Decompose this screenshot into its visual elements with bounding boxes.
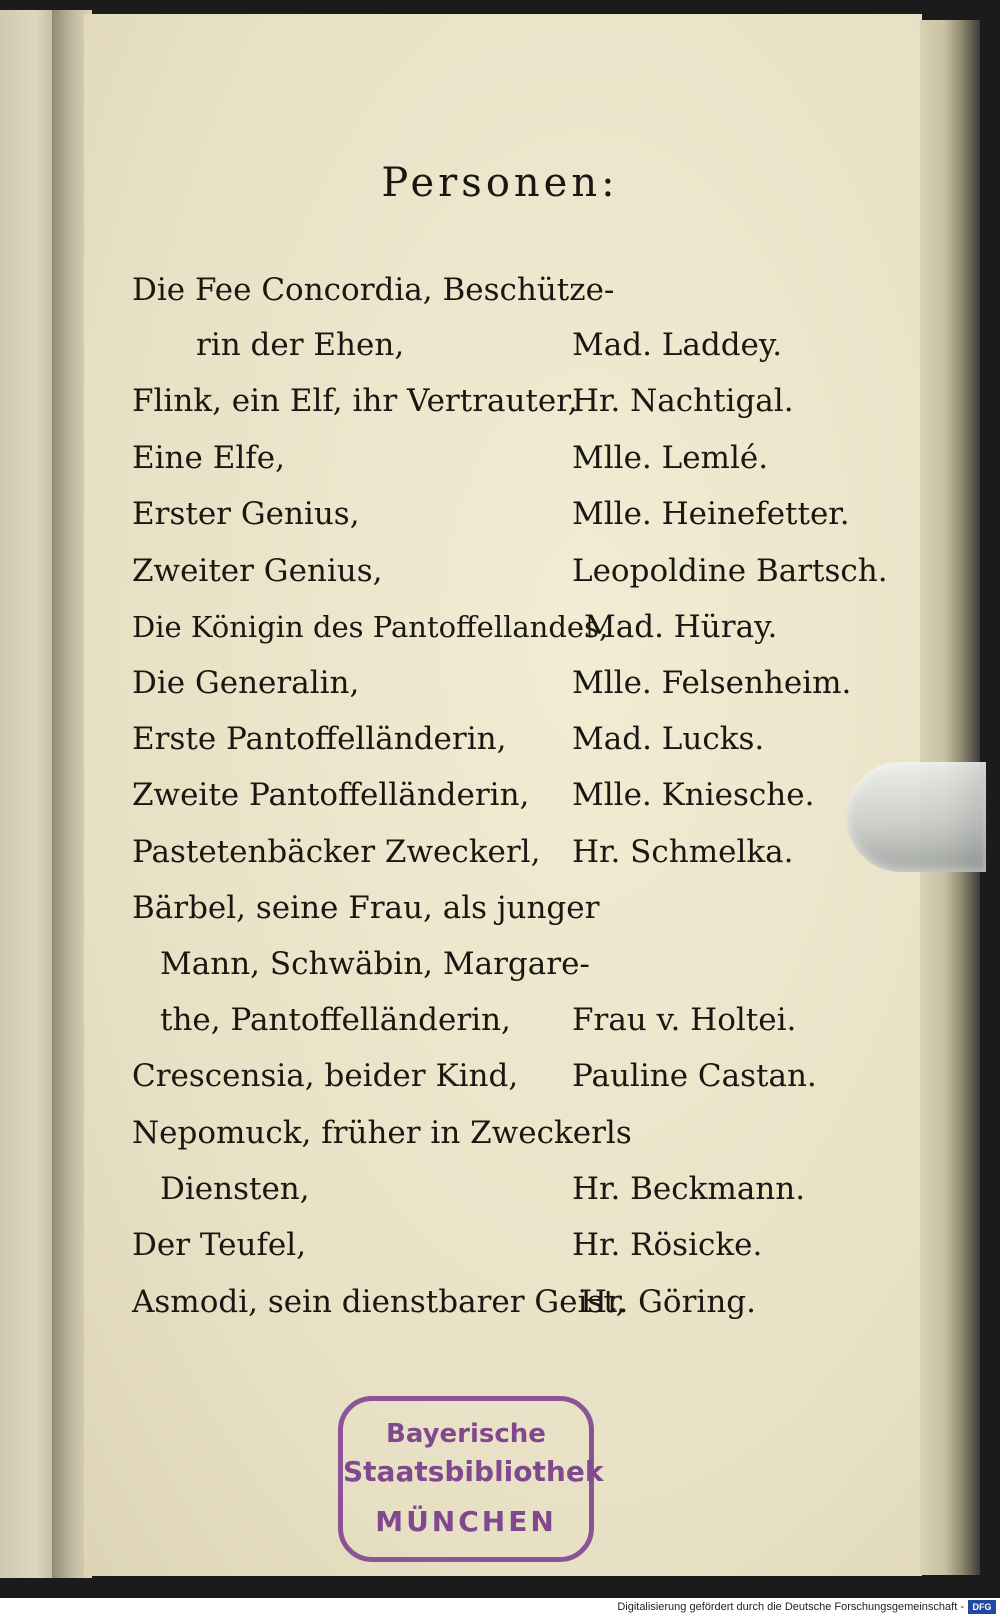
cast-actor: Hr. Nachtigal. bbox=[572, 383, 794, 419]
stamp-line: Bayerische bbox=[386, 1419, 546, 1449]
stamp-line: MÜNCHEN bbox=[375, 1505, 557, 1538]
cast-actor: Mlle. Felsenheim. bbox=[572, 665, 852, 701]
cast-role: Die Königin des Pantoffellandes, bbox=[132, 610, 609, 644]
cast-role: Asmodi, sein dienstbarer Geist, bbox=[132, 1284, 626, 1320]
cast-actor: Hr. Göring. bbox=[580, 1284, 756, 1320]
cast-role: Zweiter Genius, bbox=[132, 553, 383, 589]
facing-page-edge bbox=[0, 10, 60, 1578]
cast-role: Pastetenbäcker Zweckerl, bbox=[132, 834, 541, 870]
cast-actor: Hr. Rösicke. bbox=[572, 1227, 763, 1263]
cast-role: Nepomuck, früher in Zweckerls bbox=[132, 1115, 632, 1151]
cast-role: Eine Elfe, bbox=[132, 440, 285, 476]
library-stamp bbox=[338, 1396, 604, 1562]
cast-role: Flink, ein Elf, ihr Vertrauter, bbox=[132, 383, 578, 419]
page-clip bbox=[846, 762, 986, 872]
cast-role: Die Fee Concordia, Beschütze- bbox=[132, 272, 615, 308]
cast-actor: Mlle. Kniesche. bbox=[572, 777, 815, 813]
cast-actor: Mlle. Lemlé. bbox=[572, 440, 769, 476]
cast-actor: Mad. Hüray. bbox=[584, 609, 778, 645]
cast-role: Bärbel, seine Frau, als junger bbox=[132, 890, 600, 926]
cast-role: Der Teufel, bbox=[132, 1227, 307, 1263]
cast-actor: Frau v. Holtei. bbox=[572, 1002, 797, 1038]
cast-actor: Hr. Beckmann. bbox=[572, 1171, 806, 1207]
cast-role: Erste Pantoffelländerin, bbox=[132, 721, 507, 757]
dfg-logo: DFG bbox=[968, 1600, 996, 1614]
cast-role: Diensten, bbox=[160, 1171, 310, 1207]
cast-role: Zweite Pantoffelländerin, bbox=[132, 777, 530, 813]
digitization-credit: Digitalisierung gefördert durch die Deutsche Forschungsgemeinschaft - bbox=[617, 1601, 964, 1613]
cast-role: Mann, Schwäbin, Margare- bbox=[160, 946, 590, 982]
cast-actor: Leopoldine Bartsch. bbox=[572, 553, 888, 589]
cast-actor: Mad. Lucks. bbox=[572, 721, 765, 757]
cast-role: rin der Ehen, bbox=[196, 327, 405, 363]
cast-role: Die Generalin, bbox=[132, 665, 360, 701]
stamp-line: Staatsbibliothek bbox=[343, 1455, 604, 1488]
page-title: Personen: bbox=[381, 160, 619, 206]
cast-actor: Mlle. Heinefetter. bbox=[572, 496, 850, 532]
cast-actor: Pauline Castan. bbox=[572, 1058, 817, 1094]
cast-actor: Hr. Schmelka. bbox=[572, 834, 794, 870]
cast-role: the, Pantoffelländerin, bbox=[160, 1002, 511, 1038]
cast-role: Crescensia, beider Kind, bbox=[132, 1058, 519, 1094]
cast-actor: Mad. Laddey. bbox=[572, 327, 783, 363]
cast-role: Erster Genius, bbox=[132, 496, 360, 532]
